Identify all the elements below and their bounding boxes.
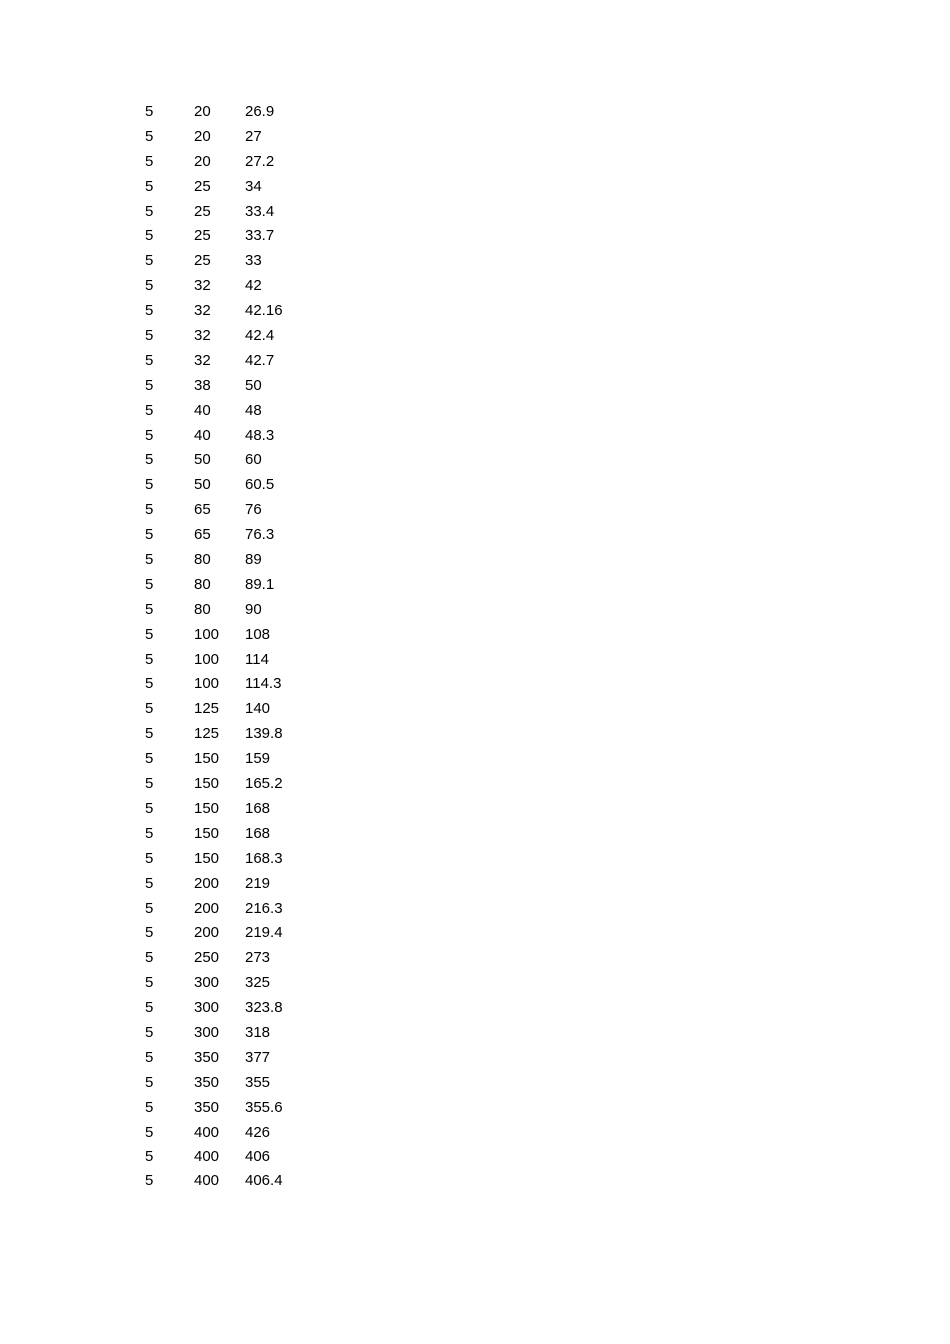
table-cell: 20	[194, 103, 211, 120]
table-cell: 76	[245, 501, 262, 519]
table-cell: 5	[145, 974, 154, 992]
table-cell: 5	[145, 202, 154, 220]
table-cell: 42.7	[245, 351, 275, 369]
table-cell: 5	[145, 874, 154, 892]
table-cell: 32	[194, 327, 211, 345]
table-cell: 100	[194, 625, 220, 643]
table-cell: 50	[194, 451, 211, 469]
table-cell: 32	[194, 277, 211, 295]
table-cell: 150	[194, 775, 220, 793]
table-cell: 5	[145, 775, 154, 793]
table-cell: 300	[194, 999, 220, 1017]
table-cell: 5	[145, 127, 154, 145]
table-cell: 150	[194, 750, 220, 768]
table-cell: 5	[145, 551, 154, 569]
table-cell: 140	[245, 700, 271, 718]
table-cell: 165.2	[245, 775, 283, 793]
table-cell: 273	[245, 949, 271, 967]
table-cell: 150	[194, 849, 220, 867]
table-cell: 38	[194, 376, 211, 394]
table-cell: 323.8	[245, 999, 283, 1017]
table-cell: 125	[194, 725, 220, 743]
table-cell: 5	[145, 600, 154, 618]
table-cell: 5	[145, 625, 154, 643]
table-cell: 26.9	[245, 103, 275, 120]
table-cell: 32	[194, 351, 211, 369]
table-cell: 100	[194, 650, 220, 668]
table-cell: 33.4	[245, 202, 275, 220]
table-cell: 27	[245, 127, 262, 145]
table-cell: 42.4	[245, 327, 275, 345]
table-cell: 5	[145, 501, 154, 519]
table-cell: 48.3	[245, 426, 275, 444]
table-cell: 89.1	[245, 575, 275, 593]
table-cell: 219.4	[245, 924, 283, 942]
table-cell: 33.7	[245, 227, 275, 245]
table-cell: 25	[194, 177, 211, 195]
table-cell: 5	[145, 1023, 154, 1041]
table-cell: 350	[194, 1098, 220, 1116]
table-cell: 25	[194, 202, 211, 220]
table-cell: 5	[145, 1073, 154, 1091]
table-cell: 168	[245, 799, 271, 817]
table-cell: 5	[145, 376, 154, 394]
table-cell: 42	[245, 277, 262, 295]
table-cell: 219	[245, 874, 271, 892]
table-cell: 5	[145, 1098, 154, 1116]
table-cell: 32	[194, 302, 211, 320]
table-cell: 400	[194, 1148, 220, 1166]
table-cell: 5	[145, 1148, 154, 1166]
table-cell: 27.2	[245, 152, 275, 170]
table-cell: 200	[194, 924, 220, 942]
table-cell: 48	[245, 401, 262, 419]
table-cell: 5	[145, 302, 154, 320]
table-cell: 5	[145, 675, 154, 693]
table-cell: 125	[194, 700, 220, 718]
table-cell: 114.3	[245, 675, 282, 693]
table-cell: 400	[194, 1171, 220, 1189]
table-cell: 5	[145, 526, 154, 544]
table-cell: 42.16	[245, 302, 283, 320]
table-cell: 50	[245, 376, 262, 394]
table-cell: 216.3	[245, 899, 283, 917]
table-cell: 5	[145, 949, 154, 967]
table-cell: 20	[194, 152, 211, 170]
table-cell: 80	[194, 575, 211, 593]
table-cell: 5	[145, 899, 154, 917]
table-cell: 5	[145, 227, 154, 245]
table-cell: 20	[194, 127, 211, 145]
table-cell: 5	[145, 252, 154, 270]
table-cell: 5	[145, 177, 154, 195]
table-cell: 159	[245, 750, 271, 768]
table-cell: 5	[145, 999, 154, 1017]
table-cell: 325	[245, 974, 271, 992]
table-cell: 5	[145, 152, 154, 170]
table-cell: 300	[194, 1023, 220, 1041]
table-cell: 25	[194, 227, 211, 245]
table-cell: 5	[145, 924, 154, 942]
table-cell: 377	[245, 1048, 271, 1066]
table-cell: 400	[194, 1123, 220, 1141]
table-cell: 150	[194, 824, 220, 842]
table-cell: 150	[194, 799, 220, 817]
table-cell: 426	[245, 1123, 271, 1141]
table-cell: 406.4	[245, 1171, 283, 1189]
table-cell: 5	[145, 799, 154, 817]
table-cell: 5	[145, 650, 154, 668]
table-cell: 40	[194, 426, 211, 444]
table-cell: 34	[245, 177, 262, 195]
table-cell: 89	[245, 551, 262, 569]
table-cell: 5	[145, 1123, 154, 1141]
table-cell: 355.6	[245, 1098, 283, 1116]
table-cell: 40	[194, 401, 211, 419]
table-cell: 65	[194, 501, 211, 519]
table-cell: 5	[145, 277, 154, 295]
table-cell: 250	[194, 949, 220, 967]
table-cell: 25	[194, 252, 211, 270]
table-cell: 355	[245, 1073, 271, 1091]
table-cell: 5	[145, 103, 154, 120]
table-cell: 5	[145, 476, 154, 494]
table-cell: 5	[145, 1171, 154, 1189]
table-cell: 5	[145, 575, 154, 593]
table-cell: 300	[194, 974, 220, 992]
table-cell: 168.3	[245, 849, 283, 867]
table-cell: 5	[145, 700, 154, 718]
table-cell: 100	[194, 675, 220, 693]
table-cell: 5	[145, 401, 154, 419]
table-cell: 114	[245, 650, 269, 668]
table-cell: 60	[245, 451, 262, 469]
table-cell: 168	[245, 824, 271, 842]
table-cell: 5	[145, 824, 154, 842]
table-cell: 318	[245, 1023, 271, 1041]
table-cell: 5	[145, 327, 154, 345]
table-cell: 80	[194, 600, 211, 618]
table-cell: 90	[245, 600, 262, 618]
table-cell: 5	[145, 849, 154, 867]
table-cell: 350	[194, 1048, 220, 1066]
table-cell: 60.5	[245, 476, 275, 494]
table-cell: 350	[194, 1073, 220, 1091]
table-cell: 5	[145, 750, 154, 768]
table-cell: 200	[194, 874, 220, 892]
table-cell: 139.8	[245, 725, 283, 743]
table-cell: 33	[245, 252, 262, 270]
table-cell: 200	[194, 899, 220, 917]
table-cell: 76.3	[245, 526, 275, 544]
table-cell: 80	[194, 551, 211, 569]
table-cell: 50	[194, 476, 211, 494]
table-cell: 406	[245, 1148, 271, 1166]
table-cell: 5	[145, 1048, 154, 1066]
table-cell: 65	[194, 526, 211, 544]
table-cell: 5	[145, 725, 154, 743]
table-cell: 5	[145, 426, 154, 444]
table-cell: 108	[245, 625, 271, 643]
table-cell: 5	[145, 351, 154, 369]
table-cell: 5	[145, 451, 154, 469]
